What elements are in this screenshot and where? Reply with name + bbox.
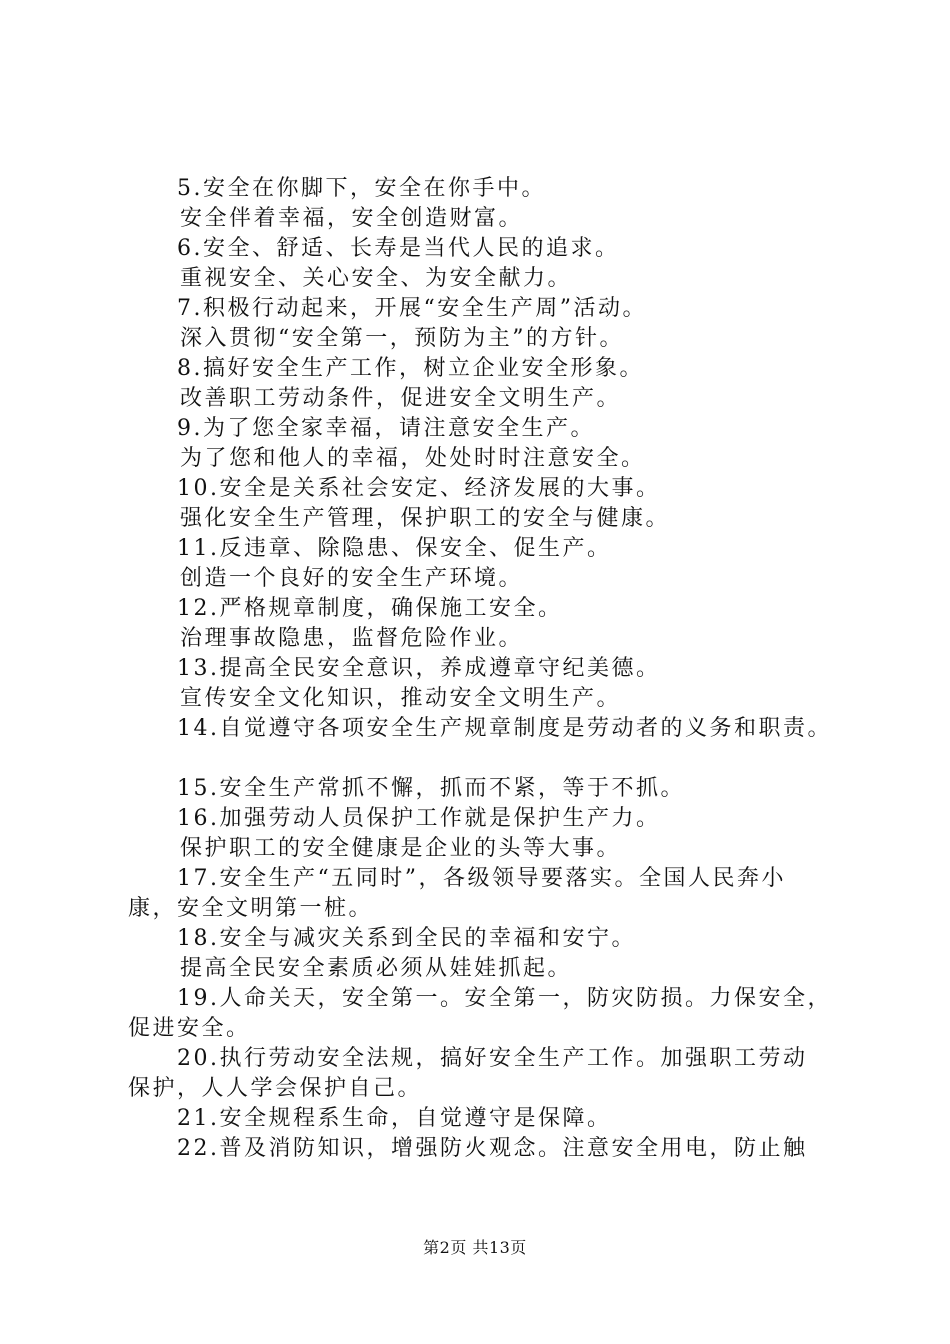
page-footer: 第2页 共13页 <box>423 1238 527 1257</box>
text-line: 5.安全在你脚下，安全在你手中。 <box>177 176 546 201</box>
text-line: 7.积极行动起来，开展“安全生产周”活动。 <box>177 296 647 321</box>
text-line: 20.执行劳动安全法规，搞好安全生产工作。加强职工劳动 <box>177 1046 808 1071</box>
text-line: 保护职工的安全健康是企业的头等大事。 <box>180 836 622 861</box>
text-line: 强化安全生产管理，保护职工的安全与健康。 <box>180 506 671 531</box>
text-line: 9.为了您全家幸福，请注意安全生产。 <box>177 416 595 441</box>
text-line: 深入贯彻“安全第一，预防为主”的方针。 <box>180 326 624 351</box>
text-line: 改善职工劳动条件，促进安全文明生产。 <box>180 386 622 411</box>
text-line: 18.安全与减灾关系到全民的幸福和安宁。 <box>177 926 636 951</box>
text-line: 14.自觉遵守各项安全生产规章制度是劳动者的义务和职责。 <box>177 716 832 741</box>
text-line: 康，安全文明第一桩。 <box>128 896 374 921</box>
text-line: 治理事故隐患，监督危险作业。 <box>180 626 524 651</box>
text-line: 11.反违章、除隐患、保安全、促生产。 <box>177 536 612 561</box>
text-line: 15.安全生产常抓不懈，抓而不紧，等于不抓。 <box>177 776 685 801</box>
text-line: 21.安全规程系生命，自觉遵守是保障。 <box>177 1106 612 1131</box>
text-line: 12.严格规章制度，确保施工安全。 <box>177 596 563 621</box>
text-line: 6.安全、舒适、长寿是当代人民的追求。 <box>177 236 620 261</box>
text-line: 促进安全。 <box>128 1016 251 1041</box>
text-line: 重视安全、关心安全、为安全献力。 <box>180 266 573 291</box>
text-line: 8.搞好安全生产工作，树立企业安全形象。 <box>177 356 644 381</box>
text-line: 为了您和他人的幸福，处处时时注意安全。 <box>180 446 646 471</box>
text-line: 13.提高全民安全意识，养成遵章守纪美德。 <box>177 656 661 681</box>
text-line: 19.人命关天，安全第一。安全第一，防灾防损。力保安全， <box>177 986 832 1011</box>
text-line: 10.安全是关系社会安定、经济发展的大事。 <box>177 476 661 501</box>
text-line: 提高全民安全素质必须从娃娃抓起。 <box>180 956 573 981</box>
text-line: 16.加强劳动人员保护工作就是保护生产力。 <box>177 806 661 831</box>
text-line: 保护，人人学会保护自己。 <box>128 1076 423 1101</box>
text-line: 安全伴着幸福，安全创造财富。 <box>180 206 524 231</box>
text-line: 22.普及消防知识，增强防火观念。注意安全用电，防止触 <box>177 1136 808 1161</box>
text-line: 宣传安全文化知识，推动安全文明生产。 <box>180 686 622 711</box>
text-line: 创造一个良好的安全生产环境。 <box>180 566 524 591</box>
text-line: 17.安全生产“五同时”，各级领导要落实。全国人民奔小 <box>177 866 786 891</box>
